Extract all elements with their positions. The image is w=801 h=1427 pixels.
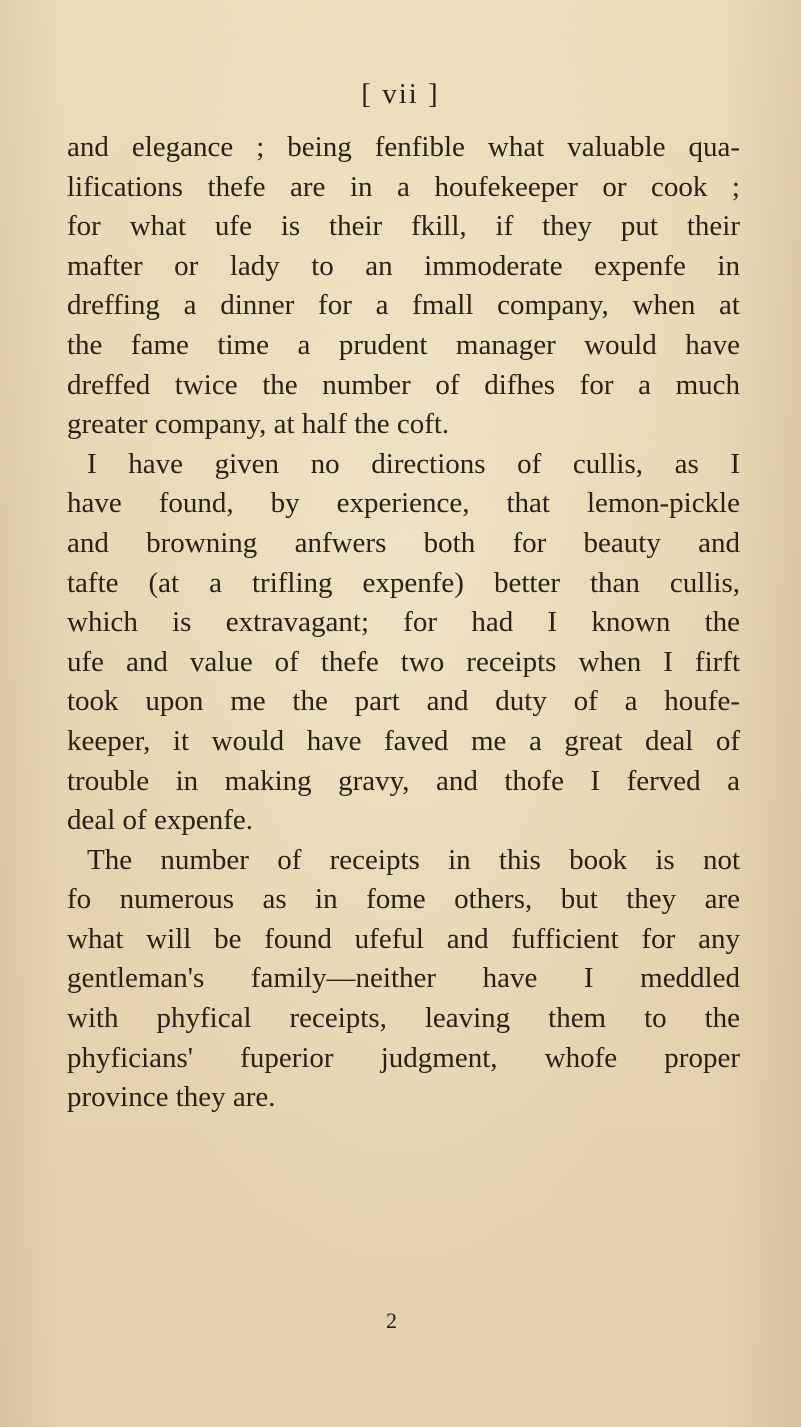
text-line: keeper, it would have faved me a great deal of (67, 724, 740, 757)
text-line: mafter or lady to an immoderate expenfe in (67, 249, 740, 282)
text-line: which is extravagant; for had I known the (67, 606, 740, 639)
text-line: gentleman's family—neither have I meddled (67, 962, 740, 995)
text-line: ufe and value of thefe two receipts when I firft (67, 645, 740, 678)
text-line: tafte (at a trifling expenfe) better than cullis, (67, 566, 740, 599)
text-line: dreffed twice the number of difhes for a much (67, 368, 740, 401)
text-line: deal of expenfe. (67, 804, 253, 837)
text-line: The number of receipts in this book is not (87, 843, 740, 876)
text-line: lifications thefe are in a houfekeeper or cook ; (67, 170, 740, 203)
text-line: trouble in making gravy, and thofe I ferved a (67, 764, 740, 797)
text-line: dreffing a dinner for a fmall company, when at (67, 289, 740, 322)
page-header: [ vii ] (361, 78, 440, 110)
text-line: for what ufe is their fkill, if they put their (67, 210, 740, 243)
text-line: with phyfical receipts, leaving them to the (67, 1002, 740, 1035)
text-line: greater company, at half the coft. (67, 408, 450, 441)
text-line: what will be found ufeful and fufficient for any (67, 922, 740, 955)
signature-mark: 2 (386, 1308, 397, 1333)
text-line: and browning anfwers both for beauty and (67, 526, 740, 559)
text-line: I have given no directions of cullis, as I (87, 447, 740, 480)
text-line: province they are. (67, 1081, 276, 1114)
text-line: phyficians' fuperior judgment, whofe proper (67, 1041, 740, 1074)
text-line: fo numerous as in fome others, but they are (67, 883, 740, 916)
text-line: took upon me the part and duty of a houfe- (67, 685, 740, 718)
text-line: and elegance ; being fenfible what valuable qua- (67, 131, 740, 163)
text-line: have found, by experience, that lemon-pickle (67, 487, 740, 520)
body-text (67, 128, 740, 1118)
text-line: the fame time a prudent manager would have (67, 328, 740, 361)
